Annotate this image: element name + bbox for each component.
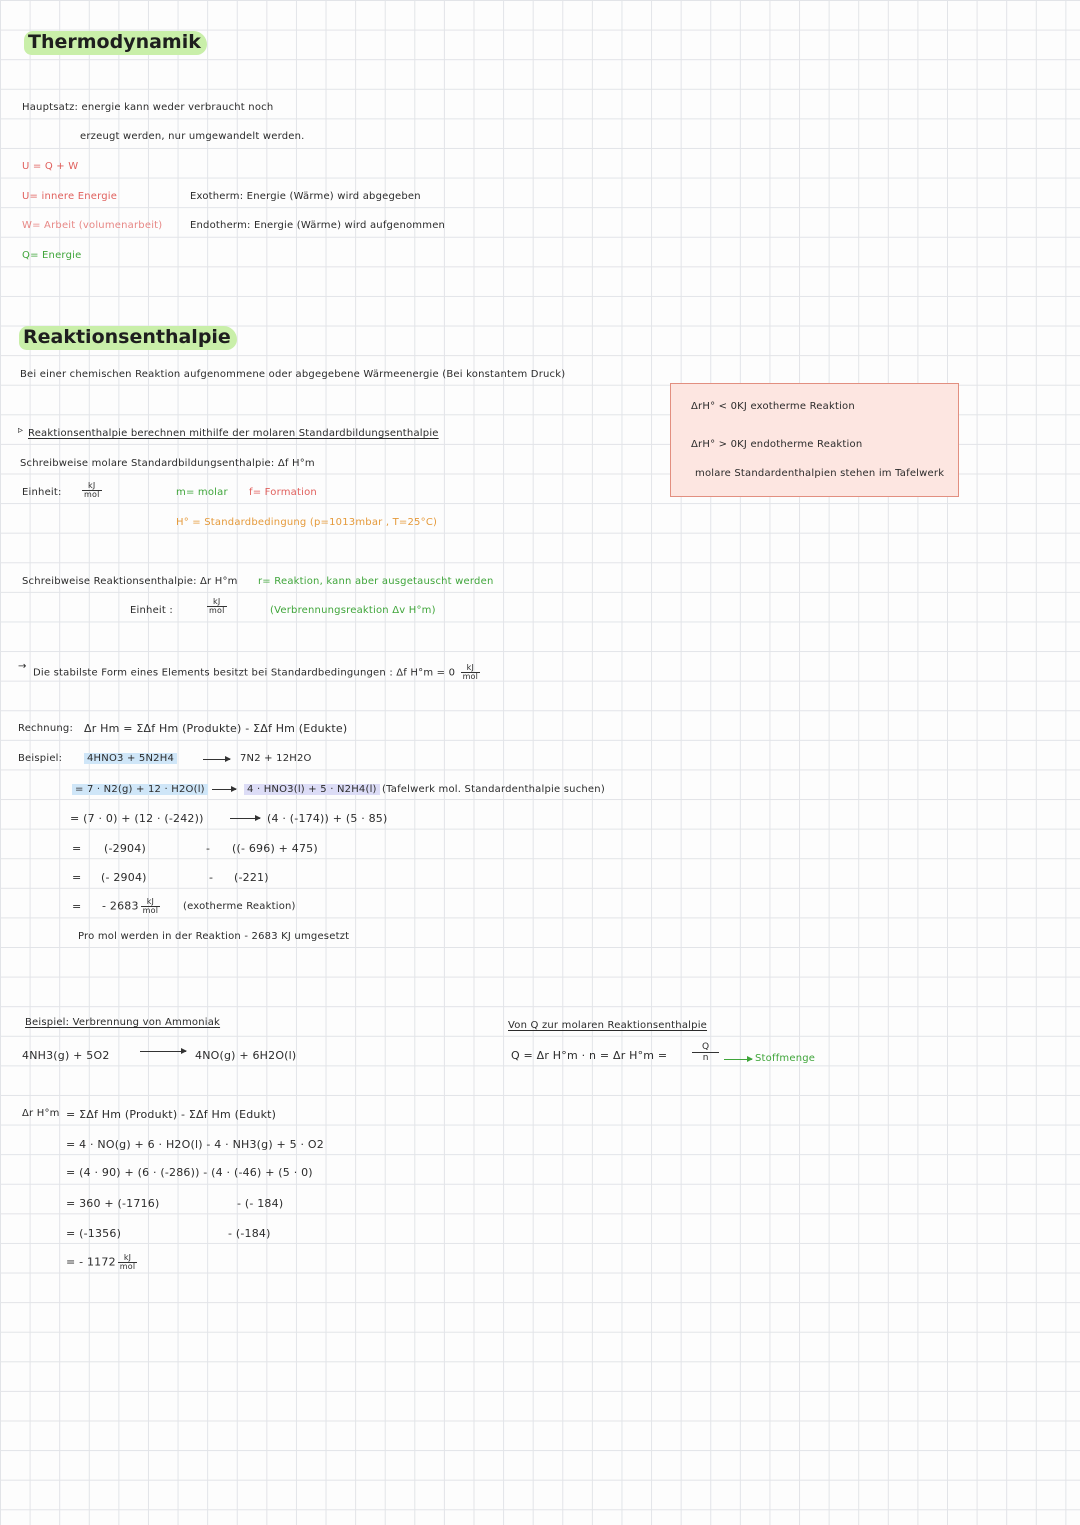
unit-num: kJ [82,482,102,491]
step5-text: - 2683 [102,899,139,913]
step5-note: (exotherme Reaktion) [183,901,296,912]
box-endotherm: ΔrH° > 0KJ endotherme Reaktion [691,439,863,450]
hauptsatz-line-2: erzeugt werden, nur umgewandelt werden. [80,131,305,142]
molar-frac-num: Q [692,1042,719,1053]
standard-definition: H° = Standardbedingung (p=1013mbar , T=25°C) [176,517,438,528]
molar-fraction [690,1042,721,1063]
step5-value [102,898,162,915]
step2-left: = (7 · 0) + (12 · (-242)) [70,812,204,825]
molar-formula: Q = Δr H°m · n = Δr H°m = [511,1049,668,1062]
verbrennung-note: (Verbrennungsreaktion Δv H°m) [270,605,436,616]
stab-unit-den: mol [462,672,479,681]
result-text: Pro mol werden in der Reaktion - 2683 KJ umgesetzt [78,931,350,942]
stabilste-form [33,664,482,681]
reaktion-definition: Bei einer chemischen Reaktion aufgenommene oder abgegebene Wärmeenergie (Bei konstantem Druck) [20,369,566,380]
endotherm-text: Endotherm: Energie (Wärme) wird aufgenommen [190,220,446,231]
schreibweise-bildung: Schreibweise molare Standardbildungsenthalpie: Δf H°m [20,458,315,469]
step3-eq: = [72,842,82,855]
title-thermodynamik: Thermodynamik [24,31,207,55]
step2-right: (4 · (-174)) + (5 · 85) [267,812,388,825]
ammoniak-produkte: 4NO(g) + 6H2O(l) [195,1049,297,1062]
rechnung-formula: Δr Hm = ΣΔf Hm (Produkte) - ΣΔf Hm (Edukte) [84,722,348,735]
ammoniak-line3: = (4 · 90) + (6 · (-286)) - (4 · (-46) + (5 · 0) [66,1166,313,1179]
definition-w: W= Arbeit (volumenarbeit) [22,220,163,231]
reaction-arrow-2 [212,789,236,790]
ammoniak-line4a: = 360 + (-1716) [66,1197,160,1210]
info-box [670,383,959,497]
beispiel-label: Beispiel: [18,753,63,764]
ammoniak-dr-label: Δr H°m [22,1108,60,1119]
step3-right: ((- 696) + 475) [232,842,318,855]
reaction-arrow-4 [140,1051,186,1052]
step4-eq: = [72,871,82,884]
step3-left: (-2904) [104,842,146,855]
heading-berechnen: Reaktionsenthalpie berechnen mithilfe der molaren Standardbildungsenthalpie [28,428,439,439]
beispiel-produkte: 7N2 + 12H2O [240,753,312,764]
stoffmenge-arrow [724,1059,752,1060]
ammoniak-line5a: = (-1356) [66,1227,122,1240]
step1-right: 4 · HNO3(l) + 5 · N2H4(l) [244,784,380,795]
reaction-arrow-3 [230,818,260,819]
box-tafelwerk: molare Standardenthalpien stehen im Tafelwerk [695,468,945,479]
unit-fraction-2 [205,598,229,615]
step5-eq: = [72,900,82,913]
f-definition: f= Formation [249,487,317,498]
einheit-label-2: Einheit : [130,605,173,616]
step1-note: (Tafelwerk mol. Standardenthalpie suchen) [382,784,605,795]
ammoniak-line4b: - (- 184) [237,1197,284,1210]
stab-unit-num: kJ [461,664,481,673]
beispiel-edukte: 4HNO3 + 5N2H4 [84,753,177,764]
rechnung-label: Rechnung: [18,723,74,734]
unit-num-2: kJ [207,598,227,607]
ammoniak-edukte: 4NH3(g) + 5O2 [22,1049,110,1062]
ammoniak-line5b: - (-184) [228,1227,271,1240]
ammoniak-line6-text: = - 1172 [66,1255,116,1269]
definition-q: Q= Energie [22,250,82,261]
ammoniak-heading: Beispiel: Verbrennung von Ammoniak [25,1017,221,1028]
ammoniak-line1: = ΣΔf Hm (Produkt) - ΣΔf Hm (Edukt) [66,1108,277,1121]
stabilste-text: Die stabilste Form eines Elements besitzt bei Standardbedingungen : Δf H°m = 0 [33,667,456,679]
hauptsatz-line-1: Hauptsatz: energie kann weder verbraucht noch [22,102,274,113]
einheit-label: Einheit: [22,487,62,498]
step1-left [72,784,208,795]
step4-minus: - [209,871,214,884]
title-reaktionsenthalpie: Reaktionsenthalpie [19,326,237,350]
schreibweise-reaktion: Schreibweise Reaktionsenthalpie: Δr H°m [22,576,238,587]
ammoniak-line2: = 4 · NO(g) + 6 · H2O(l) - 4 · NH3(g) + 5 · O2 [66,1138,324,1151]
step1-left-text: = 7 · N2(g) + 12 · H2O(l) [72,784,208,795]
step4-right: (-221) [234,871,269,884]
box-exotherm: ΔrH° < 0KJ exotherme Reaktion [691,401,855,412]
molar-frac-den: n [702,1053,709,1063]
step3-minus: - [206,842,211,855]
arrow-bullet-icon: → [18,661,27,672]
step5-unit-den: mol [142,906,159,915]
amm-unit-den: mol [119,1262,136,1271]
exotherm-text: Exotherm: Energie (Wärme) wird abgegeben [190,191,421,202]
unit-fraction [80,482,104,499]
reaction-arrow-1 [203,759,230,760]
definition-u: U= innere Energie [22,191,118,202]
formula-uqw: U = Q + W [22,161,79,172]
step5-unit-num: kJ [141,898,161,907]
unit-den: mol [84,490,100,499]
ammoniak-line6 [66,1254,139,1271]
m-definition: m= molar [176,487,228,498]
r-definition: r= Reaktion, kann aber ausgetauscht werden [258,576,494,587]
molar-heading: Von Q zur molaren Reaktionsenthalpie [508,1020,708,1031]
stoffmenge-label: Stoffmenge [755,1053,816,1064]
triangle-bullet-icon: ▹ [18,425,24,436]
amm-unit-num: kJ [118,1254,138,1263]
unit-den-2: mol [209,606,225,615]
step4-left: (- 2904) [101,871,147,884]
